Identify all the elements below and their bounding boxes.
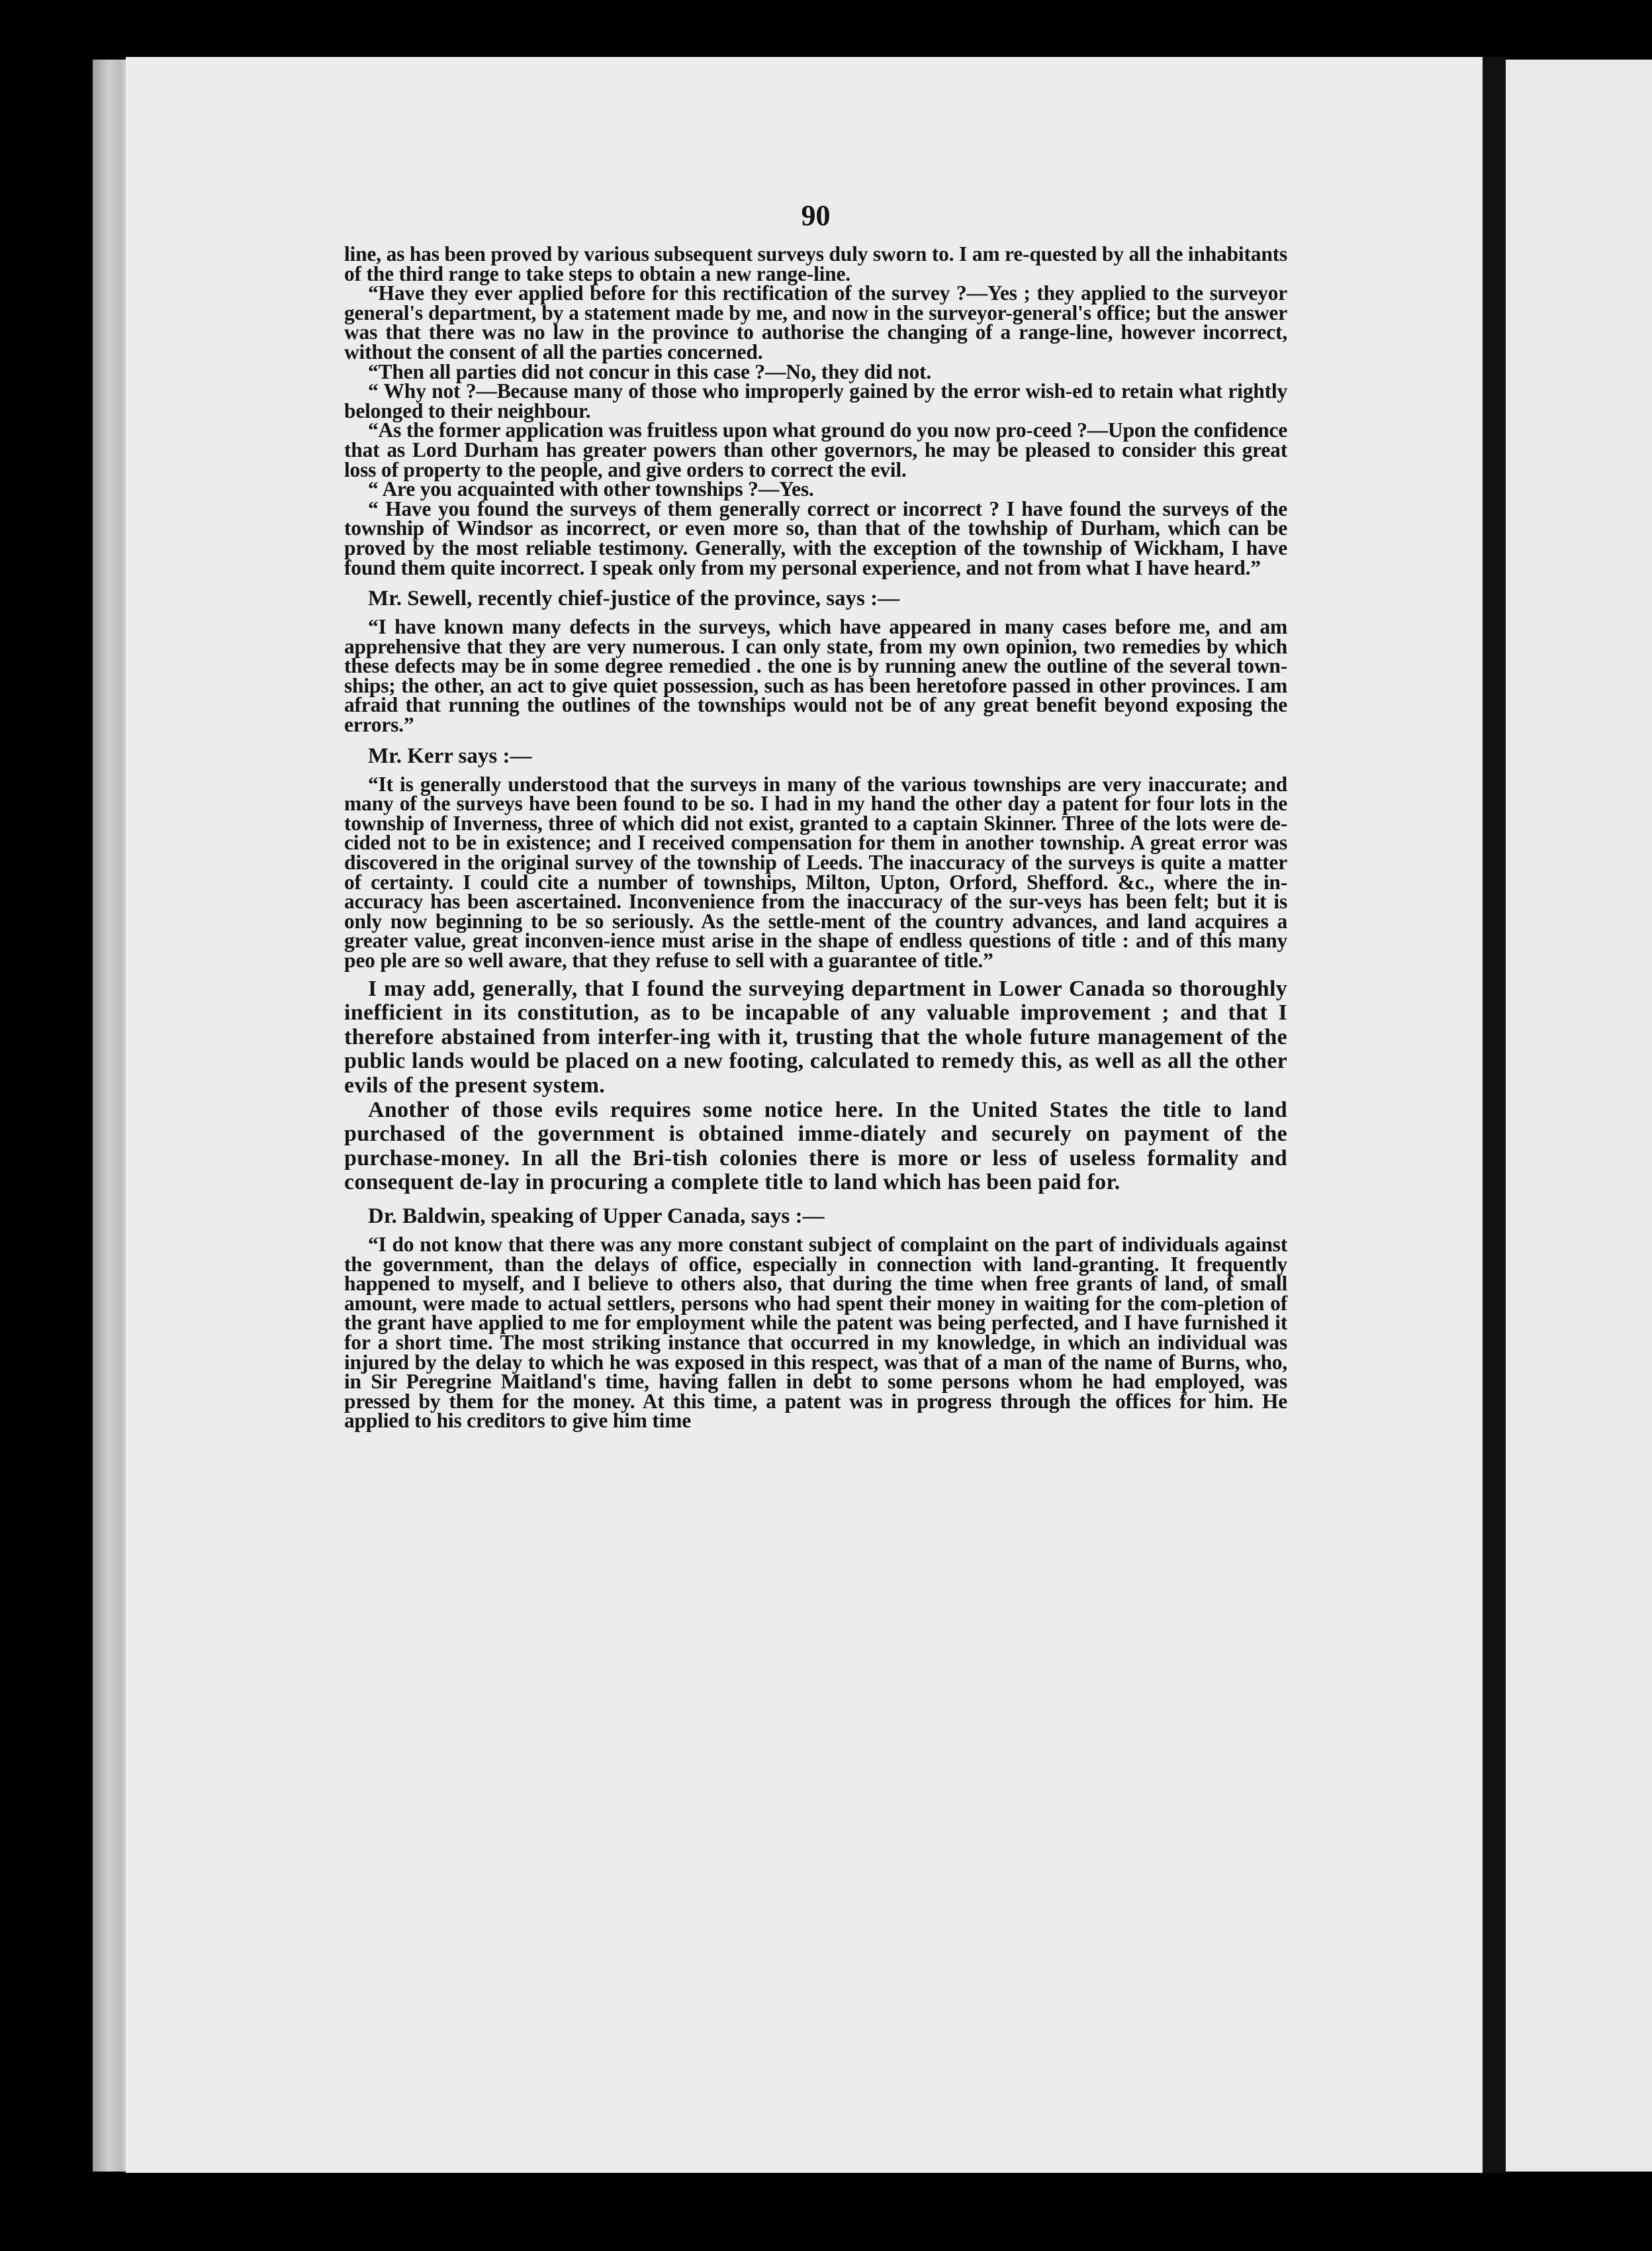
body-paragraph: I may add, generally, that I found the surveying department in Lower Canada so thoroughly inefficient in its constitution, as to be incapable of any valuable improvement ; and that I therefore abstained from interfer-ing with it, trusting that the whole future management of the public lands would be placed on a new footing, calculated to remedy this, as well as all the other evils of the present system. <box>344 976 1287 1098</box>
quotation: “It is generally understood that the surveys in many of the various townships are very inaccurate; and many of the surveys have been found to be so. I had in my hand the other day a patent for four lots in the township of Inverness, three of which did not exist, granted to a captain Skinner. Three of the lots were de-cided not to be in existence; and I received compensation for them in another township. A great error was discovered in the original survey of the township of Leeds. The inaccuracy of the surveys is quite a matter of certainty. I could cite a number of townships, Milton, Upton, Orford, Shefford. &c., where the in-accuracy has been ascertained. Inconvenience from the inaccuracy of the sur-veys has been felt; but it is only now beginning to be so seriously. As the settle-ment of the country advances, and land acquires a greater value, great inconven-ience must arise in the shape of endless questions of title : and of this many peo ple are so well aware, that they refuse to sell with a guarantee of title.” <box>344 772 1287 972</box>
body-paragraph: Another of those evils requires some notice here. In the United States the title to land purchased of the government is obtained imme-diately and securely on payment of the purchase-money. In all the Bri-tish colonies there is more or less of useless formality and consequent de-lay in procuring a complete title to land which has been paid for. <box>344 1097 1287 1195</box>
paragraph: “Then all parties did not concur in this case ?—No, they did not. <box>368 359 932 383</box>
paragraph: “ Are you acquainted with other townships ?—Yes. <box>368 477 814 501</box>
quotation: “I have known many defects in the surveys, which have appeared in many cases before me, and am apprehensive that they are very numerous. I can only state, from my own opinion, two remedies by which these defects may be in some degree remedied . the one is by running anew the outline of the several town-ships; the other, an act to give quiet possession, such as has been heretofore passed in other provinces. I am afraid that running the outlines of the townships would not be of any great benefit beyond exposing the errors.” <box>344 615 1287 737</box>
paragraph: “As the former application was fruitless upon what ground do you now pro-ceed ?—Upon the confidence that as Lord Durham has greater powers than other governors, he may be pleased to consider this great loss of property to the people, and give orders to correct the evil. <box>344 418 1287 481</box>
paragraph: line, as has been proved by various subsequent surveys duly sworn to. I am re-quested by all the inhabitants of the third range to take steps to obtain a new range-line. <box>344 242 1287 285</box>
quotation: “I do not know that there was any more constant subject of complaint on the part of individuals against the government, than the delays of office, especially in connection with land-granting. It frequently happened to myself, and I believe to others also, that during the time when free grants of land, of small amount, were made to actual settlers, persons who had spent their money in waiting for the com-pletion of the grant have applied to me for employment while the patent was being perfected, and I have furnished it for a short time. The most striking instance that occurred in my knowledge, in which an individual was injured by the delay to which he was exposed in this respect, was that of a man of the name of Burns, who, in Sir Peregrine Maitland's time, having fallen in debt to some persons whom he had employed, was pressed by them for the money. At this time, a patent was in progress through the offices for him. He applied to his creditors to give him time <box>344 1232 1287 1433</box>
speaker-heading: Mr. Sewell, recently chief-justice of the province, says :— <box>368 587 900 611</box>
speaker-heading: Dr. Baldwin, speaking of Upper Canada, says :— <box>368 1204 825 1228</box>
page-text <box>344 199 1287 1431</box>
page-number: 90 <box>801 199 831 232</box>
book-gutter <box>1483 57 1506 2173</box>
paragraph: “ Have you found the surveys of them generally correct or incorrect ? I have found the surveys of the township of Windsor as incorrect, or even more so, than that of the towhship of Durham, which can be proved by the most reliable testimony. Generally, with the exception of the township of Wickham, I have found them quite incorrect. I speak only from my personal experience, and not from what I have heard.” <box>344 497 1287 579</box>
paragraph: “ Why not ?—Because many of those who improperly gained by the error wish-ed to retain what rightly belonged to their neighbour. <box>344 379 1287 422</box>
paragraph: “Have they ever applied before for this rectification of the survey ?—Yes ; they applied to the surveyor general's department, by a statement made by me, and now in the surveyor-general's office; but the answer was that there was no law in the province to authorise the changing of a range-line, however incorrect, without the consent of all the parties concerned. <box>344 281 1287 363</box>
speaker-heading: Mr. Kerr says :— <box>368 743 532 768</box>
facing-page <box>1506 60 1652 2172</box>
